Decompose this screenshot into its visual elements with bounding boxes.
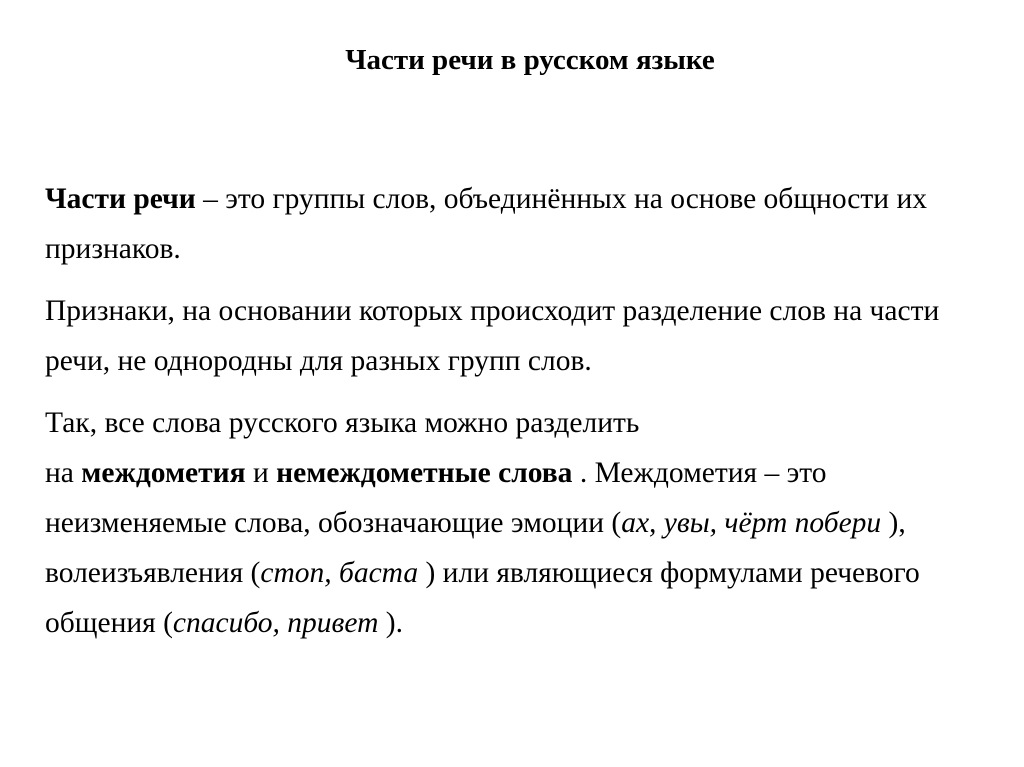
slide-body (45, 174, 1005, 648)
term-non-interjection-words: немеждометные слова (276, 457, 573, 489)
paragraph-interjections (45, 398, 1005, 648)
slide-title: Части речи в русском языке (345, 44, 715, 76)
example-volition: стоп, баста (260, 557, 419, 589)
term-interjections: междометия (81, 457, 246, 489)
paragraph-features (45, 286, 1005, 386)
definition-text: – это группы слов, объединённых на основе общности их признаков. (45, 183, 927, 265)
text-segment: ). (378, 607, 403, 639)
term-parts-of-speech: Части речи (45, 183, 196, 215)
example-emotions: ах, увы, чёрт побери (621, 507, 882, 539)
text-segment: ) или являющиеся формулами речевого общения ( (45, 557, 920, 639)
paragraph-definition (45, 174, 1005, 274)
text-segment: и (245, 457, 277, 489)
text-segment: на (45, 457, 82, 489)
division-text: Так, все слова русского языка можно разделить (45, 407, 640, 439)
text-segment: . Междометия – это неизменяемые слова, обозначающие эмоции ( (45, 457, 827, 539)
example-speech-formulas: спасибо, привет (172, 607, 379, 639)
features-text: Признаки, на основании которых происходит разделение слов на части речи, не однородны для разных групп слов. (45, 295, 940, 377)
text-segment: ), волеизъявления ( (45, 507, 906, 589)
